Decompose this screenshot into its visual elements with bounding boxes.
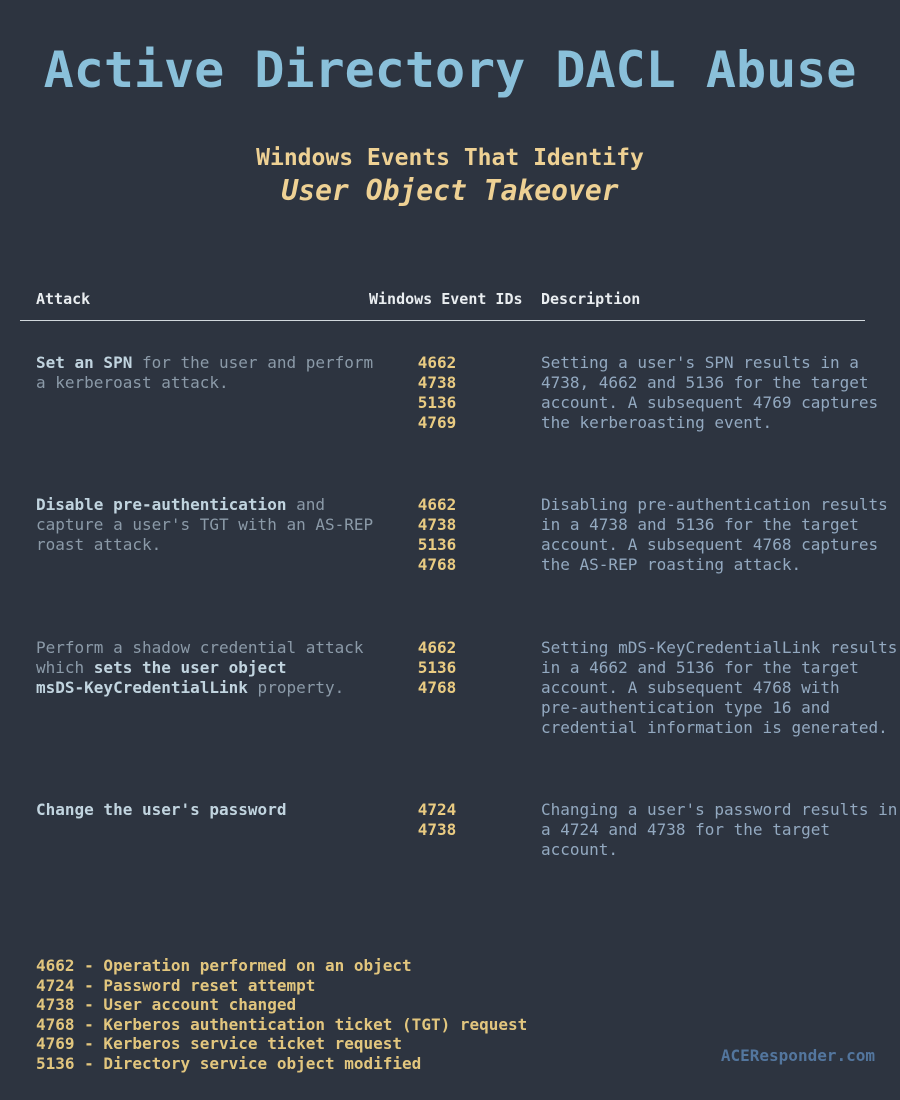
legend-item-4768: 4768 - Kerberos authentication ticket (TGT) request: [36, 1014, 528, 1034]
header-divider: [20, 320, 865, 321]
description-line: Setting mDS-KeyCredentialLink results: [541, 638, 898, 657]
attack-text-line: Disable pre-authentication and: [36, 495, 325, 514]
event-id: 5136: [417, 658, 457, 677]
description-line: Changing a user's password results in: [541, 800, 898, 819]
description-line: credential information is generated.: [541, 718, 888, 737]
attack-text-line: a kerberoast attack.: [36, 373, 229, 392]
description-line: account.: [541, 840, 619, 859]
description-line: in a 4662 and 5136 for the target: [541, 658, 859, 677]
subtitle-line2: User Object Takeover: [281, 174, 619, 207]
event-ids-cell: [363, 353, 511, 433]
event-id: 4724: [417, 800, 457, 819]
event-id: 4738: [417, 515, 457, 534]
event-id: 4738: [417, 373, 457, 392]
event-id: 4662: [417, 638, 457, 657]
event-id: 4662: [417, 353, 457, 372]
description-line: the AS-REP roasting attack.: [541, 555, 802, 574]
attack-text-line: capture a user's TGT with an AS-REP: [36, 515, 374, 534]
legend-item-4662: 4662 - Operation performed on an object: [36, 956, 412, 975]
attack-text-line: Change the user's password: [36, 800, 287, 819]
attack-text-line: Set an SPN for the user and perform: [36, 353, 374, 372]
legend-item-4769: 4769 - Kerberos service ticket request: [36, 1034, 403, 1053]
description-line: 4738, 4662 and 5136 for the target: [541, 373, 869, 392]
attack-text-line: roast attack.: [36, 535, 162, 554]
description-line: account. A subsequent 4768 captures: [541, 535, 879, 554]
event-ids-cell: [363, 495, 511, 575]
event-id: 4738: [417, 820, 457, 839]
event-id: 4662: [417, 495, 457, 514]
description-line: in a 4738 and 5136 for the target: [541, 515, 859, 534]
table-header-row: [0, 289, 900, 309]
attack-cell: [36, 495, 381, 555]
attack-text-line: msDS-KeyCredentialLink property.: [36, 678, 345, 697]
description-cell: [541, 800, 900, 860]
event-id: 4768: [417, 555, 457, 574]
event-id: 5136: [417, 535, 457, 554]
description-cell: [541, 495, 900, 575]
attack-text-line: Perform a shadow credential attack: [36, 638, 364, 657]
page-title: Active Directory DACL Abuse: [43, 41, 857, 99]
column-header-attack: Attack: [36, 290, 91, 308]
legend-item-4724: 4724 - Password reset attempt: [36, 975, 316, 995]
description-line: the kerberoasting event.: [541, 413, 773, 432]
legend-item-5136: 5136 - Directory service object modified: [36, 1053, 422, 1073]
description-line: pre-authentication type 16 and: [541, 698, 830, 717]
column-header-event-ids: Windows Event IDs: [369, 290, 523, 308]
description-cell: [541, 353, 900, 433]
event-id-legend: [36, 956, 527, 1073]
event-ids-cell: [363, 800, 511, 840]
attack-cell: [36, 800, 381, 820]
event-id: 4769: [417, 413, 457, 432]
description-line: Setting a user's SPN results in a: [541, 353, 859, 372]
event-id: 4768: [417, 678, 457, 697]
description-line: a 4724 and 4738 for the target: [541, 820, 830, 839]
event-ids-cell: [363, 638, 511, 698]
description-line: account. A subsequent 4768 with: [541, 678, 840, 697]
attack-cell: [36, 638, 381, 698]
attack-cell: [36, 353, 381, 393]
attack-text-line: which sets the user object: [36, 658, 287, 677]
description-cell: [541, 638, 900, 738]
event-id: 5136: [417, 393, 457, 412]
description-line: account. A subsequent 4769 captures: [541, 393, 879, 412]
site-link[interactable]: ACEResponder.com: [720, 1046, 875, 1065]
column-header-description: Description: [541, 290, 641, 308]
legend-item-4738: 4738 - User account changed: [36, 995, 297, 1014]
subtitle-line1: Windows Events That Identify: [256, 145, 644, 171]
description-line: Disabling pre-authentication results: [541, 495, 888, 514]
